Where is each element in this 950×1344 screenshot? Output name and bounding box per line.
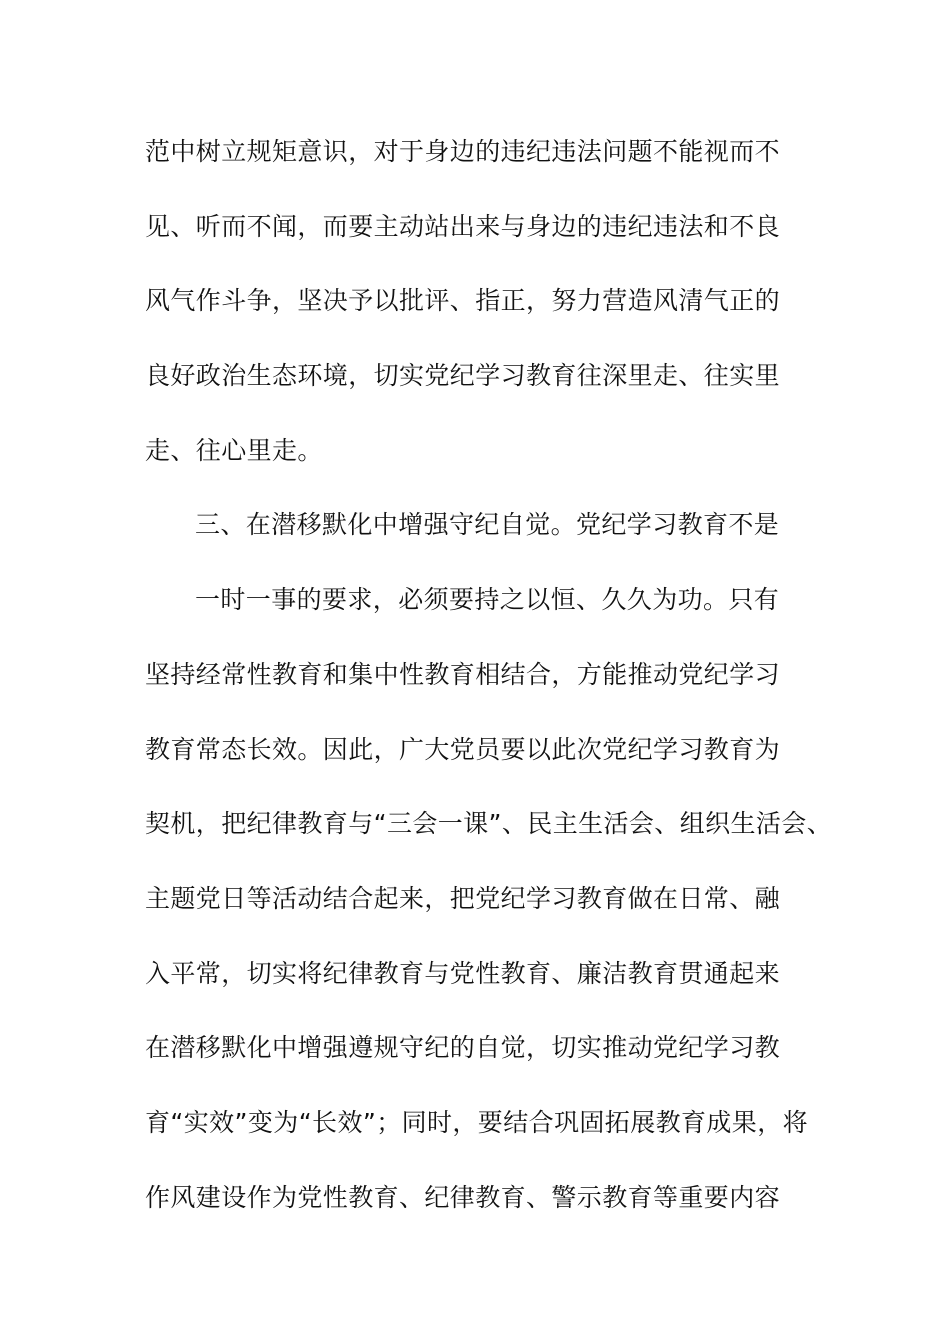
text-line: 风气作斗争，坚决予以批评、指正，努力营造风清气正的 xyxy=(145,286,781,316)
text-line: 作风建设作为党性教育、纪律教育、警示教育等重要内容 xyxy=(145,1182,781,1212)
text-line: 良好政治生态环境，切实党纪学习教育往深里走、往实里 xyxy=(145,361,781,391)
text-line: 育“实效”变为“长效”；同时，要结合巩固拓展教育成果，将 xyxy=(145,1107,809,1137)
text-line: 在潜移默化中增强遵规守纪的自觉，切实推动党纪学习教 xyxy=(145,1033,781,1063)
text-line: 入平常，切实将纪律教育与党性教育、廉洁教育贯通起来 xyxy=(145,958,781,988)
text-line: 主题党日等活动结合起来，把党纪学习教育做在日常、融 xyxy=(145,883,781,913)
section-heading-line: 三、在潜移默化中增强守纪自觉。党纪学习教育不是 xyxy=(195,510,780,540)
text-line: 教育常态长效。因此，广大党员要以此次党纪学习教育为 xyxy=(145,734,781,764)
text-line: 见、听而不闻，而要主动站出来与身边的违纪违法和不良 xyxy=(145,211,781,241)
body-text xyxy=(145,130,835,1250)
text-line: 契机，把纪律教育与“三会一课”、民主生活会、组织生活会、 xyxy=(145,809,833,839)
text-line: 一时一事的要求，必须要持之以恒、久久为功。只有 xyxy=(195,585,780,615)
text-line: 走、往心里走。 xyxy=(145,435,323,465)
text-line: 坚持经常性教育和集中性教育相结合，方能推动党纪学习 xyxy=(145,659,781,689)
text-line: 范中树立规矩意识，对于身边的违纪违法问题不能视而不 xyxy=(145,137,781,166)
